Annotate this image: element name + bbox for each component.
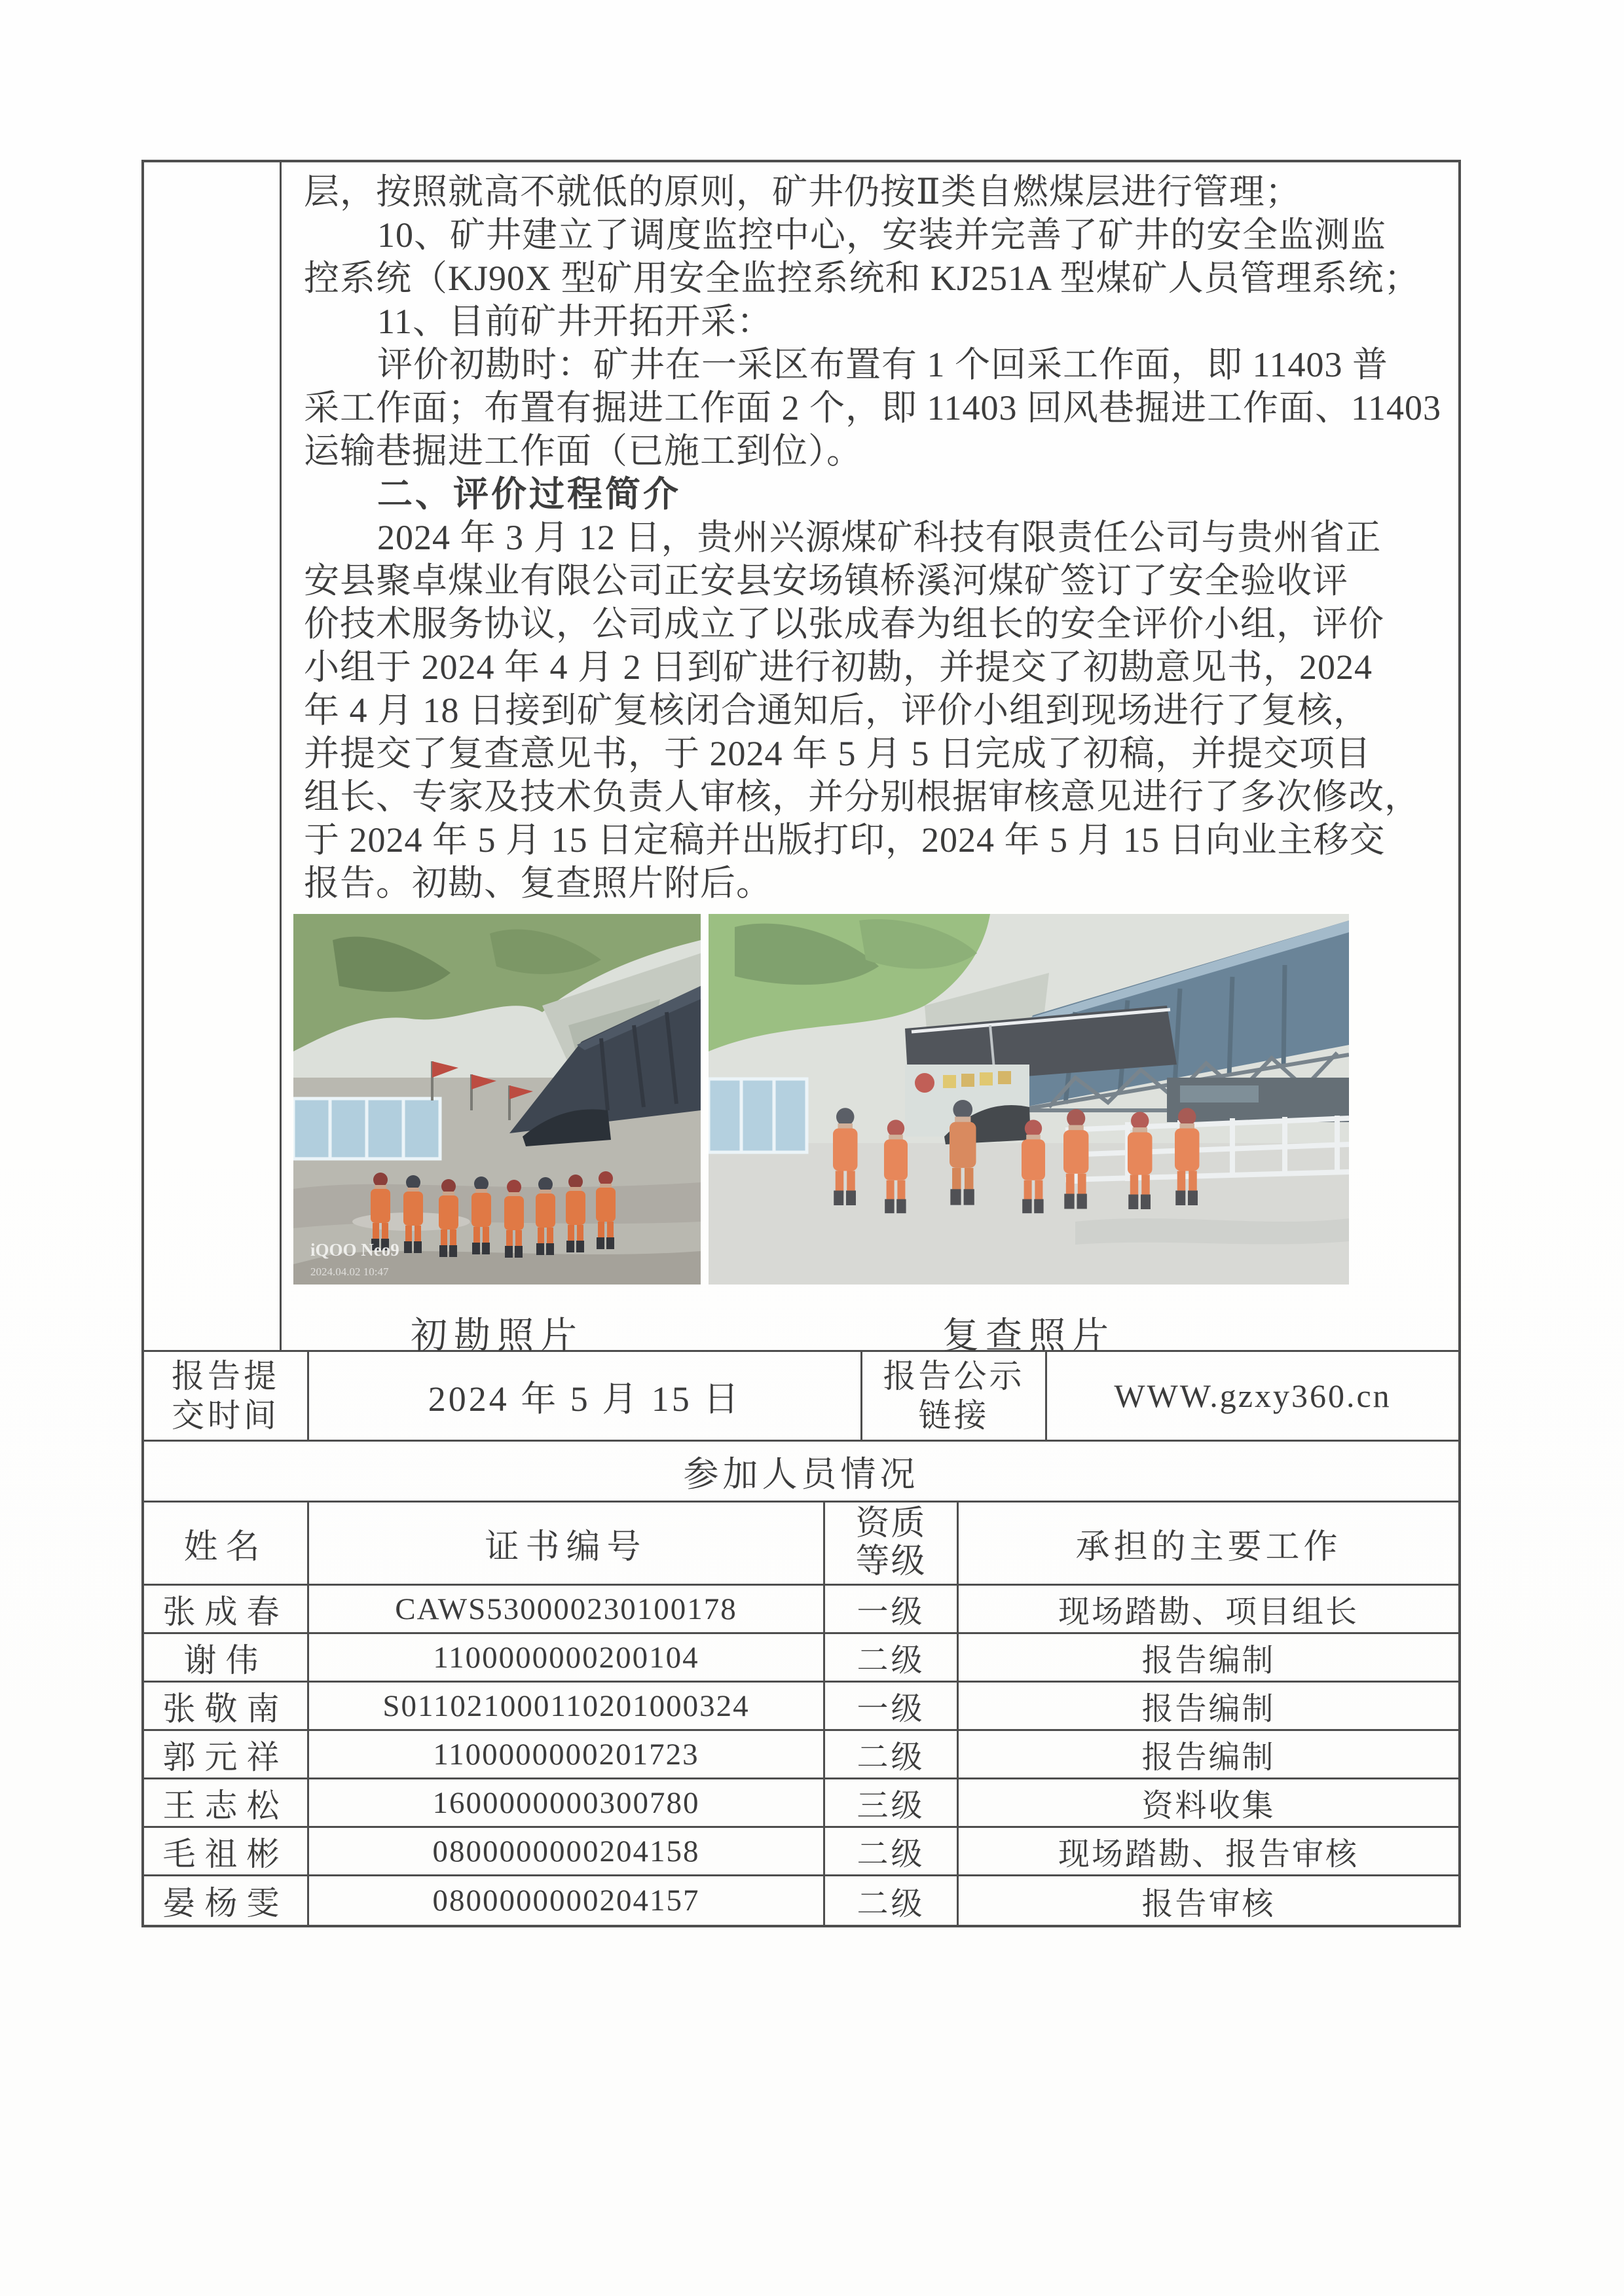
main-content-cell xyxy=(282,162,1458,1357)
text-line: 层，按照就高不就低的原则，矿井仍按Ⅱ类自燃煤层进行管理； xyxy=(304,172,1301,211)
person-work: 资料收集 xyxy=(959,1779,1458,1828)
person-level: 二级 xyxy=(825,1828,959,1876)
person-level: 二级 xyxy=(825,1731,959,1779)
person-cert: CAWS530000230100178 xyxy=(309,1586,825,1634)
person-level: 二级 xyxy=(825,1876,959,1925)
person-work: 报告编制 xyxy=(959,1683,1458,1731)
text-line: 安县聚卓煤业有限公司正安县安场镇桥溪河煤矿签订了安全验收评 xyxy=(304,561,1348,600)
col-header-cert: 证书编号 xyxy=(309,1503,825,1586)
report-submission-row xyxy=(144,1352,1458,1442)
person-work: 报告编制 xyxy=(959,1634,1458,1683)
text-line: 报告。初勘、复查照片附后。 xyxy=(304,864,772,903)
personnel-table xyxy=(144,1503,1458,1925)
text-line: 运输巷掘进工作面（已施工到位）。 xyxy=(304,431,862,471)
col-header-name: 姓名 xyxy=(144,1503,309,1586)
content-row xyxy=(144,162,1458,1357)
person-work: 现场踏勘、项目组长 xyxy=(959,1586,1458,1634)
person-level: 一级 xyxy=(825,1586,959,1634)
person-name: 谢伟 xyxy=(144,1634,309,1683)
section-heading: 二、评价过程简介 xyxy=(377,475,681,514)
person-cert: 0800000000204157 xyxy=(309,1876,825,1925)
person-cert: 1100000000200104 xyxy=(309,1634,825,1683)
person-name: 郭元祥 xyxy=(144,1731,309,1779)
text-line: 采工作面；布置有掘进工作面 2 个，即 11403 回风巷掘进工作面、11403 xyxy=(304,388,1441,428)
submit-time-value: 2024 年 5 月 15 日 xyxy=(309,1352,862,1440)
text-line: 11、目前矿井开拓开采： xyxy=(377,302,773,341)
person-name: 毛祖彬 xyxy=(144,1828,309,1876)
person-name: 张敬南 xyxy=(144,1683,309,1731)
photo-watermark-date: 2024.04.02 10:47 xyxy=(310,1266,389,1278)
submit-time-label: 报告提交时间 xyxy=(144,1352,309,1440)
initial-survey-photo xyxy=(293,914,701,1285)
participants-section-title: 参加人员情况 xyxy=(144,1442,1458,1503)
review-photo xyxy=(709,914,1349,1285)
public-link-value: WWW.gzxy360.cn xyxy=(1114,1377,1392,1414)
left-spanner-column xyxy=(144,162,282,1350)
text-line: 10、矿井建立了调度监控中心，安装并完善了矿井的安全监测监 xyxy=(377,215,1386,255)
photo-watermark-title: iQOO Neo9 xyxy=(310,1240,399,1260)
text-line: 并提交了复查意见书，于 2024 年 5 月 5 日完成了初稿，并提交项目 xyxy=(304,734,1371,773)
text-line: 组长、专家及技术负责人审核，并分别根据审核意见进行了多次修改， xyxy=(304,777,1420,816)
report-table xyxy=(141,160,1461,1927)
caption-initial-survey: 初勘照片 xyxy=(411,1316,583,1357)
text-line: 2024 年 3 月 12 日，贵州兴源煤矿科技有限责任公司与贵州省正 xyxy=(377,518,1382,557)
text-line: 价技术服务协议，公司成立了以张成春为组长的安全评价小组，评价 xyxy=(304,604,1384,644)
body-text xyxy=(304,170,1441,905)
person-name: 张成春 xyxy=(144,1586,309,1634)
person-name: 王志松 xyxy=(144,1779,309,1828)
person-cert: 1600000000300780 xyxy=(309,1779,825,1828)
person-cert: S011021000110201000324 xyxy=(309,1683,825,1731)
col-header-work: 承担的主要工作 xyxy=(959,1503,1458,1586)
person-work: 报告编制 xyxy=(959,1731,1458,1779)
person-cert: 0800000000204158 xyxy=(309,1828,825,1876)
person-level: 三级 xyxy=(825,1779,959,1828)
caption-review: 复查照片 xyxy=(942,1316,1115,1357)
col-header-level: 资质等级 xyxy=(825,1503,959,1586)
person-work: 现场踏勘、报告审核 xyxy=(959,1828,1458,1876)
public-link-label: 报告公示链接 xyxy=(862,1352,1047,1440)
person-name: 晏杨雯 xyxy=(144,1876,309,1925)
text-line: 于 2024 年 5 月 15 日定稿并出版打印，2024 年 5 月 15 日向业主移交 xyxy=(304,820,1386,860)
person-level: 二级 xyxy=(825,1634,959,1683)
photo-captions xyxy=(293,1307,1441,1359)
site-photos xyxy=(293,914,1441,1285)
person-cert: 1100000000201723 xyxy=(309,1731,825,1779)
person-level: 一级 xyxy=(825,1683,959,1731)
text-line: 小组于 2024 年 4 月 2 日到矿进行初勘，并提交了初勘意见书，2024 xyxy=(304,647,1373,687)
text-line: 评价初勘时：矿井在一采区布置有 1 个回采工作面，即 11403 普 xyxy=(377,345,1388,384)
text-line: 控系统（KJ90X 型矿用安全监控系统和 KJ251A 型煤矿人员管理系统； xyxy=(304,259,1420,298)
person-work: 报告审核 xyxy=(1141,1886,1276,1922)
text-line: 年 4 月 18 日接到矿复核闭合通知后，评价小组到现场进行了复核， xyxy=(304,691,1369,730)
